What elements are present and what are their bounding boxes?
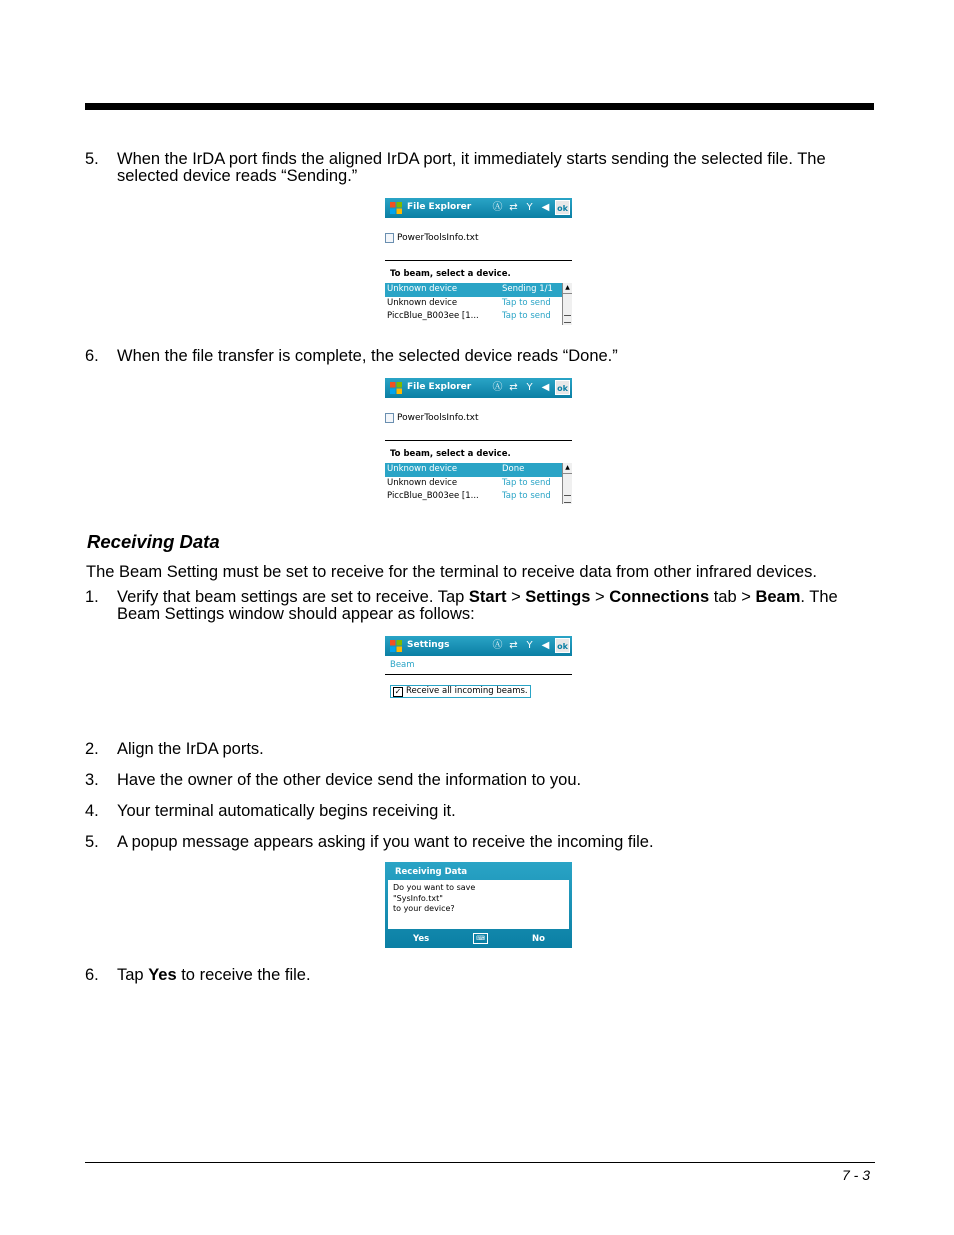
windows-start-icon: [389, 381, 403, 395]
title-bar: [385, 378, 572, 398]
ok-button[interactable]: ok: [555, 200, 570, 215]
volume-icon[interactable]: ◀: [541, 640, 550, 651]
settings-subtitle: Beam: [390, 660, 415, 670]
file-name: PowerToolsInfo.txt: [397, 233, 479, 243]
ok-button[interactable]: ok: [555, 380, 570, 395]
beam-settings-screenshot: [385, 636, 572, 706]
step-text: A popup message appears asking if you want to receive the incoming file.: [117, 833, 654, 851]
scroll-grip[interactable]: [564, 315, 571, 323]
step-text: When the file transfer is complete, the selected device reads “Done.”: [117, 347, 618, 365]
step-number: 6.: [85, 347, 99, 365]
popup-line: to your device?: [393, 904, 455, 913]
volume-icon[interactable]: ◀: [541, 202, 550, 213]
window-title: File Explorer: [407, 202, 472, 212]
popup-line: "SysInfo.txt": [393, 893, 443, 903]
intro-paragraph: The Beam Setting must be set to receive for the terminal to receive data from other infrared devices.: [86, 563, 817, 581]
header-rule: [85, 103, 874, 110]
input-mode-icon[interactable]: Ⓐ: [492, 382, 503, 393]
file-explorer-sending-screenshot: [385, 198, 572, 329]
scroll-up-icon[interactable]: ▲: [563, 463, 572, 474]
device-name: Unknown device: [387, 477, 458, 488]
beam-instruction: To beam, select a device.: [390, 269, 511, 279]
file-item[interactable]: [385, 233, 479, 243]
yes-softkey[interactable]: Yes: [413, 934, 430, 944]
title-bar: [385, 198, 572, 218]
divider: [385, 674, 572, 675]
scroll-grip[interactable]: [564, 495, 571, 503]
file-explorer-done-screenshot: [385, 378, 572, 504]
device-name: Unknown device: [387, 297, 458, 308]
text-file-icon: [385, 413, 394, 423]
connectivity-icon[interactable]: ⇄: [509, 202, 518, 213]
ok-button[interactable]: ok: [555, 638, 570, 653]
input-mode-icon[interactable]: Ⓐ: [492, 640, 503, 651]
step-number: 3.: [85, 771, 99, 789]
device-name: PiccBlue_B003ee [1...: [387, 491, 479, 501]
device-list: [385, 283, 572, 325]
device-status: Sending 1/1: [502, 284, 553, 294]
step-text: Align the IrDA ports.: [117, 740, 264, 758]
receive-beams-checkbox-row[interactable]: [390, 685, 531, 698]
connectivity-icon[interactable]: ⇄: [509, 382, 518, 393]
step-number: 6.: [85, 966, 99, 984]
signal-icon[interactable]: Y: [526, 202, 533, 213]
device-row[interactable]: [385, 297, 572, 311]
step-number: 2.: [85, 740, 99, 758]
no-softkey[interactable]: No: [532, 934, 545, 944]
step-text: When the IrDA port finds the aligned IrDA port, it immediately starts sending the selected file. The selected device reads “Sending.”: [117, 150, 826, 185]
device-row[interactable]: [385, 283, 572, 297]
divider: [385, 440, 572, 441]
text-file-icon: [385, 233, 394, 243]
file-item[interactable]: [385, 413, 479, 423]
volume-icon[interactable]: ◀: [541, 382, 550, 393]
title-bar: [385, 636, 572, 656]
softkey-bar: [385, 929, 572, 948]
device-row[interactable]: [385, 310, 572, 324]
input-mode-icon[interactable]: Ⓐ: [492, 202, 503, 213]
window-title: File Explorer: [407, 382, 472, 392]
checkbox-label: Receive all incoming beams.: [406, 686, 528, 696]
page-number: 7 - 3: [841, 1167, 870, 1183]
device-status: Tap to send: [502, 491, 551, 501]
device-list: [385, 463, 572, 504]
scroll-up-icon[interactable]: ▲: [563, 283, 572, 294]
device-row[interactable]: [385, 477, 572, 491]
windows-start-icon: [389, 201, 403, 215]
popup-message: [388, 880, 569, 929]
scrollbar[interactable]: [562, 283, 572, 325]
section-heading: Receiving Data: [87, 531, 220, 552]
step-number: 1.: [85, 588, 99, 606]
connectivity-icon[interactable]: ⇄: [509, 640, 518, 651]
step-text: Tap Yes to receive the file.: [117, 966, 311, 984]
device-status: Tap to send: [502, 311, 551, 321]
keyboard-icon[interactable]: ⌨: [473, 933, 488, 944]
step-text: Have the owner of the other device send the information to you.: [117, 771, 582, 789]
footer-rule: [85, 1162, 875, 1163]
step-text: Your terminal automatically begins receiving it.: [117, 802, 456, 820]
step-text: Verify that beam settings are set to receive. Tap Start > Settings > Connections tab > Beam. The Beam Settings window should appear as follows:: [117, 588, 838, 623]
popup-title: Receiving Data: [395, 867, 468, 877]
device-name: Unknown device: [387, 284, 458, 294]
window-title: Settings: [407, 640, 450, 650]
scrollbar[interactable]: [562, 463, 572, 504]
device-status: Done: [502, 464, 525, 474]
popup-line: Do you want to save: [393, 883, 476, 892]
device-name: Unknown device: [387, 464, 458, 474]
signal-icon[interactable]: Y: [526, 382, 533, 393]
step-number: 5.: [85, 833, 99, 851]
step-number: 5.: [85, 150, 99, 168]
device-status: Tap to send: [502, 297, 551, 308]
device-row[interactable]: [385, 463, 572, 477]
file-name: PowerToolsInfo.txt: [397, 413, 479, 423]
step-number: 4.: [85, 802, 99, 820]
signal-icon[interactable]: Y: [526, 640, 533, 651]
device-row[interactable]: [385, 490, 572, 504]
divider: [385, 260, 572, 261]
checkbox-checked-icon[interactable]: ✓: [394, 686, 402, 696]
device-status: Tap to send: [502, 477, 551, 488]
windows-start-icon: [389, 639, 403, 653]
device-name: PiccBlue_B003ee [1...: [387, 311, 479, 321]
beam-instruction: To beam, select a device.: [390, 449, 511, 459]
receiving-data-popup-screenshot: [385, 862, 572, 948]
